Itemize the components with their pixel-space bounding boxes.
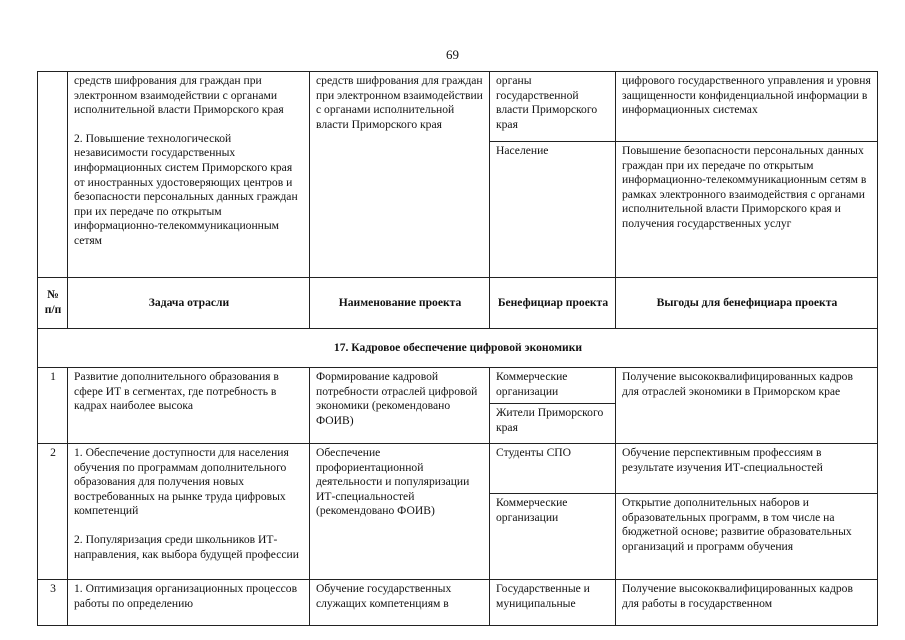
- page-number: 69: [446, 47, 459, 62]
- header-benefits: Выгоды для бенефициара проекта: [616, 278, 878, 329]
- cell-num: 1: [38, 368, 68, 444]
- table-row: [38, 72, 878, 142]
- table-row: [38, 580, 878, 626]
- cell-benefit: Получение высококвалифицированных кадров для работы в государственном: [616, 580, 878, 626]
- projects-table: [37, 71, 878, 626]
- section-row: [38, 329, 878, 368]
- task-text: 2. Повышение технологической независимости государственных информационных систем Приморского края от иностранных удостоверяющих центров и безопасности персональных данных граждан при их передаче по открытым информационно-телекоммуникационным сетям: [74, 131, 298, 247]
- task-text: 2. Популяризация среди школьников ИТ-направления, как выбора будущей профессии: [74, 532, 299, 561]
- cell-beneficiary: Коммерческие организации: [490, 368, 616, 404]
- cell-beneficiary: Жители Приморского края: [490, 404, 616, 444]
- cell-task: Развитие дополнительного образования в сфере ИТ в сегментах, где потребность в кадрах наиболее высока: [68, 368, 310, 444]
- cell-benefit: Обучение перспективным профессиям в результате изучения ИТ-специальностей: [616, 444, 878, 494]
- table-row: [38, 444, 878, 494]
- header-beneficiary: Бенефициар проекта: [490, 278, 616, 329]
- task-text: средств шифрования для граждан при электронном взаимодействии с органами исполнительной власти Приморского края: [74, 74, 284, 117]
- cell-beneficiary: Государственные и муниципальные: [490, 580, 616, 626]
- cell-project: средств шифрования для граждан при электронном взаимодействии с органами исполнительной власти Приморского края: [310, 72, 490, 278]
- cell-num: [38, 72, 68, 278]
- cell-task: [68, 72, 310, 278]
- cell-benefit: Открытие дополнительных наборов и образовательных программ, в том числе на бюджетной основе; развитие образовательных организаций и программ обучения: [616, 494, 878, 580]
- header-project: Наименование проекта: [310, 278, 490, 329]
- cell-beneficiary: органы государственной власти Приморского края: [490, 72, 616, 142]
- header-task: Задача отрасли: [68, 278, 310, 329]
- cell-beneficiary: Население: [490, 142, 616, 278]
- cell-task: 1. Оптимизация организационных процессов работы по определению: [68, 580, 310, 626]
- cell-beneficiary: Студенты СПО: [490, 444, 616, 494]
- cell-benefit: Получение высококвалифицированных кадров для отраслей экономики в Приморском крае: [616, 368, 878, 444]
- section-title: 17. Кадровое обеспечение цифровой экономики: [38, 329, 878, 368]
- cell-project: Обеспечение профориентационной деятельности и популяризации ИТ-специальностей (рекомендовано ФОИВ): [310, 444, 490, 580]
- table-header: [38, 278, 878, 329]
- cell-num: 2: [38, 444, 68, 580]
- table-row: [38, 368, 878, 404]
- cell-task: [68, 444, 310, 580]
- cell-project: Формирование кадровой потребности отраслей цифровой экономики (рекомендовано ФОИВ): [310, 368, 490, 444]
- cell-benefit: Повышение безопасности персональных данных граждан при их передаче по открытым информационно-телекоммуникационным сетям в рамках электронного взаимодействия с органами исполнительной власти Приморского края и получения государственных услуг: [616, 142, 878, 278]
- header-num: № п/п: [38, 278, 68, 329]
- cell-num: 3: [38, 580, 68, 626]
- cell-benefit: цифрового государственного управления и уровня защищенности конфиденциальной информации в информационных системах: [616, 72, 878, 142]
- cell-beneficiary: Коммерческие организации: [490, 494, 616, 580]
- task-text: 1. Обеспечение доступности для населения обучения по программам дополнительного образования для получения новых востребованных на рынке труда цифровых компетенций: [74, 446, 289, 518]
- cell-project: Обучение государственных служащих компетенциям в: [310, 580, 490, 626]
